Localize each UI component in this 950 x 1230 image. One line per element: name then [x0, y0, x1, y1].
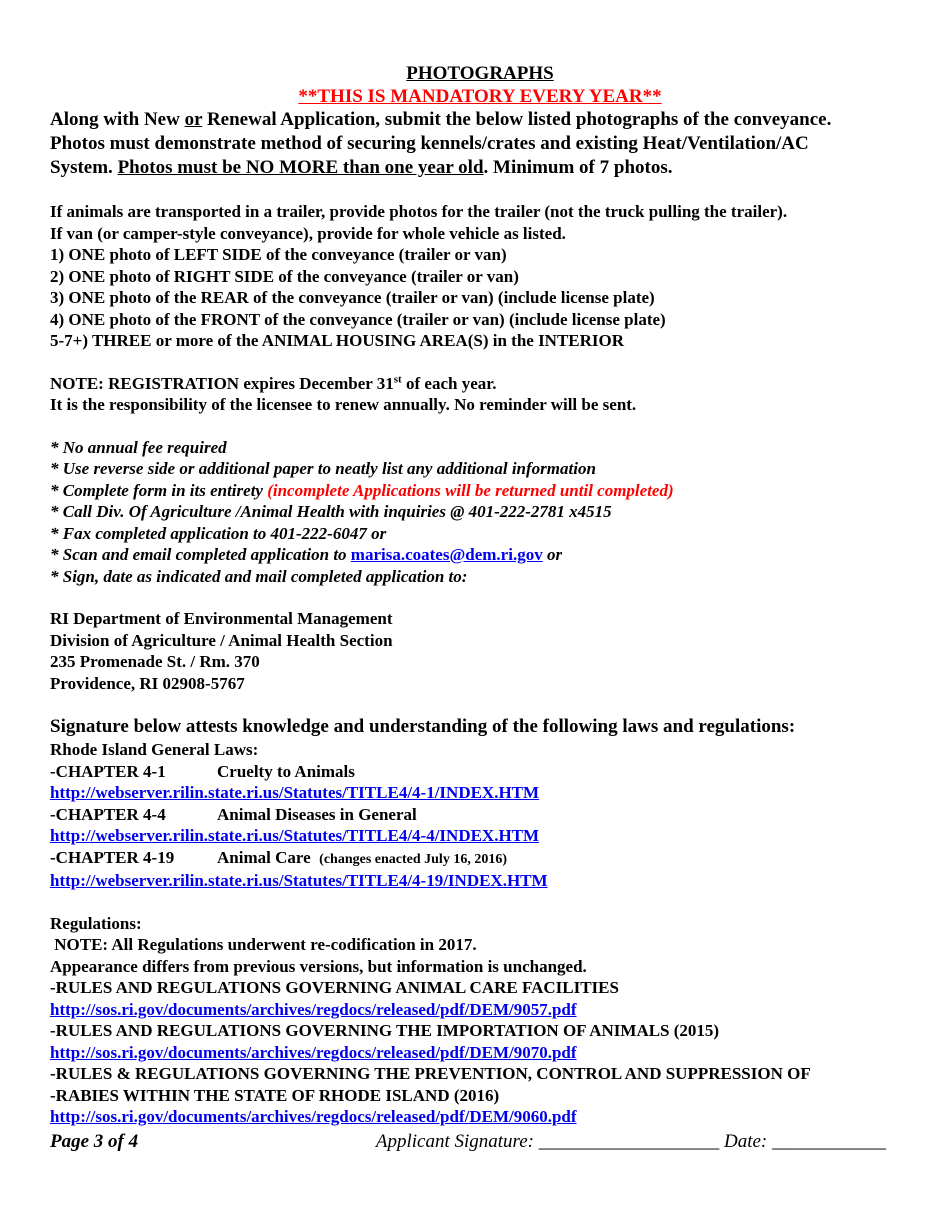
photo-item: 2) ONE photo of RIGHT SIDE of the conveyance (trailer or van): [50, 266, 519, 286]
rule-title: -RULES AND REGULATIONS GOVERNING THE IMPORTATION OF ANIMALS (2015): [50, 1021, 720, 1040]
photo-item: 4) ONE photo of the FRONT of the conveyance (trailer or van) (include license plate): [50, 309, 666, 329]
recodification-note: NOTE: All Regulations underwent re-codification in 2017.: [50, 935, 477, 954]
appearance-note: Appearance differs from previous versions, but information is unchanged.: [50, 956, 587, 976]
note-sup: st: [393, 372, 402, 385]
page-number: Page 3 of 4: [50, 1131, 139, 1152]
intro-line-1: [50, 108, 910, 132]
page-footer: [50, 1130, 886, 1154]
laws-heading: Rhode Island General Laws:: [50, 740, 259, 759]
rule-title: -RABIES WITHIN THE STATE OF RHODE ISLAND (2016): [50, 1085, 500, 1105]
chapter-code: -CHAPTER 4-19: [50, 847, 175, 867]
instruction-item: [50, 544, 910, 566]
page-title: PHOTOGRAPHS: [406, 63, 554, 84]
instruction-item: * Use reverse side or additional paper to neatly list any additional information: [50, 459, 596, 478]
instruction-item: * Fax completed application to 401-222-6047 or: [50, 523, 387, 543]
mandatory-notice: **THIS IS MANDATORY EVERY YEAR**: [298, 86, 662, 107]
intro-line-3: [50, 156, 910, 180]
note-text: of each year.: [401, 373, 497, 393]
chapter-code: -CHAPTER 4-1: [50, 761, 166, 781]
address-line: RI Department of Environmental Management: [50, 609, 393, 628]
laws-section: [50, 715, 910, 892]
instruction-item: * No annual fee required: [50, 437, 227, 457]
rule-title: -RULES & REGULATIONS GOVERNING THE PREVENTION, CONTROL AND SUPPRESSION OF: [50, 1064, 811, 1083]
instruction-item: [50, 480, 910, 502]
rule-link[interactable]: http://sos.ri.gov/documents/archives/regdocs/released/pdf/DEM/9057.pdf: [50, 999, 577, 1019]
note-text: NOTE: REGISTRATION expires December 31: [50, 373, 394, 393]
intro-text: Along with New: [50, 109, 185, 130]
chapter-code: -CHAPTER 4-4: [50, 804, 166, 824]
transport-section: [50, 201, 910, 352]
chapter-name: Animal Care: [217, 847, 311, 867]
regulations-heading: Regulations:: [50, 913, 142, 933]
photo-age-rule: Photos must be NO MORE than one year old: [117, 157, 484, 178]
trailer-instruction: If animals are transported in a trailer, provide photos for the trailer (not the truck pulling the trailer).: [50, 202, 788, 221]
email-link[interactable]: marisa.coates@dem.ri.gov: [350, 545, 543, 564]
rule-link[interactable]: http://sos.ri.gov/documents/archives/regdocs/released/pdf/DEM/9060.pdf: [50, 1107, 577, 1126]
address-line: 235 Promenade St. / Rm. 370: [50, 652, 260, 671]
attestation: Signature below attests knowledge and understanding of the following laws and regulations:: [50, 716, 796, 737]
instructions-list: [50, 437, 910, 588]
photo-item: 3) ONE photo of the REAR of the conveyance (trailer or van) (include license plate): [50, 288, 655, 307]
regulations-section: [50, 913, 910, 1128]
chapter-link[interactable]: http://webserver.rilin.state.ri.us/Statutes/TITLE4/4-19/INDEX.HTM: [50, 871, 548, 890]
intro-text: . Minimum of 7 photos.: [483, 157, 673, 178]
address-line: Providence, RI 02908-5767: [50, 673, 245, 693]
chapter-note: (changes enacted July 16, 2016): [319, 851, 507, 867]
photo-item: 1) ONE photo of LEFT SIDE of the conveyance (trailer or van): [50, 245, 507, 264]
chapter-row: [50, 847, 910, 871]
header: [50, 62, 910, 108]
van-instruction: If van (or camper-style conveyance), provide for whole vehicle as listed.: [50, 223, 566, 243]
signature-date-line[interactable]: Applicant Signature: ___________________ Date: ____________: [375, 1131, 886, 1152]
address-line: Division of Agriculture / Animal Health Section: [50, 630, 393, 650]
intro-section: [50, 108, 910, 180]
chapter-link[interactable]: http://webserver.rilin.state.ri.us/Statutes/TITLE4/4-4/INDEX.HTM: [50, 826, 540, 845]
chapter-row: [50, 804, 910, 826]
intro-or: or: [184, 109, 203, 130]
instruction-text: * Scan and email completed application to: [50, 545, 351, 564]
registration-note: [50, 373, 910, 416]
instruction-item: * Call Div. Of Agriculture /Animal Health with inquiries @ 401-222-2781 x4515: [50, 502, 612, 521]
intro-line-2: Photos must demonstrate method of securing kennels/crates and existing Heat/Ventilation/AC: [50, 133, 809, 154]
mailing-address: [50, 608, 910, 694]
incomplete-warning: (incomplete Applications will be returned until completed): [267, 480, 674, 500]
chapter-name: Cruelty to Animals: [217, 761, 355, 781]
chapter-link[interactable]: http://webserver.rilin.state.ri.us/Statutes/TITLE4/4-1/INDEX.HTM: [50, 783, 540, 802]
expiry-note: [50, 373, 910, 395]
renewal-note: It is the responsibility of the licensee to renew annually. No reminder will be sent.: [50, 395, 637, 414]
instruction-text: or: [542, 545, 563, 564]
chapter-name: Animal Diseases in General: [217, 804, 417, 824]
intro-text: Renewal Application, submit the below listed photographs of the conveyance.: [202, 109, 832, 130]
rule-title: -RULES AND REGULATIONS GOVERNING ANIMAL CARE FACILITIES: [50, 978, 619, 997]
instruction-text: * Complete form in its entirety: [50, 480, 268, 500]
instruction-item: * Sign, date as indicated and mail completed application to:: [50, 566, 468, 586]
intro-text: System.: [50, 157, 118, 178]
photo-item: 5-7+) THREE or more of the ANIMAL HOUSING AREA(S) in the INTERIOR: [50, 331, 625, 350]
document-page: [50, 62, 910, 1128]
chapter-row: [50, 761, 910, 783]
rule-link[interactable]: http://sos.ri.gov/documents/archives/regdocs/released/pdf/DEM/9070.pdf: [50, 1042, 577, 1062]
